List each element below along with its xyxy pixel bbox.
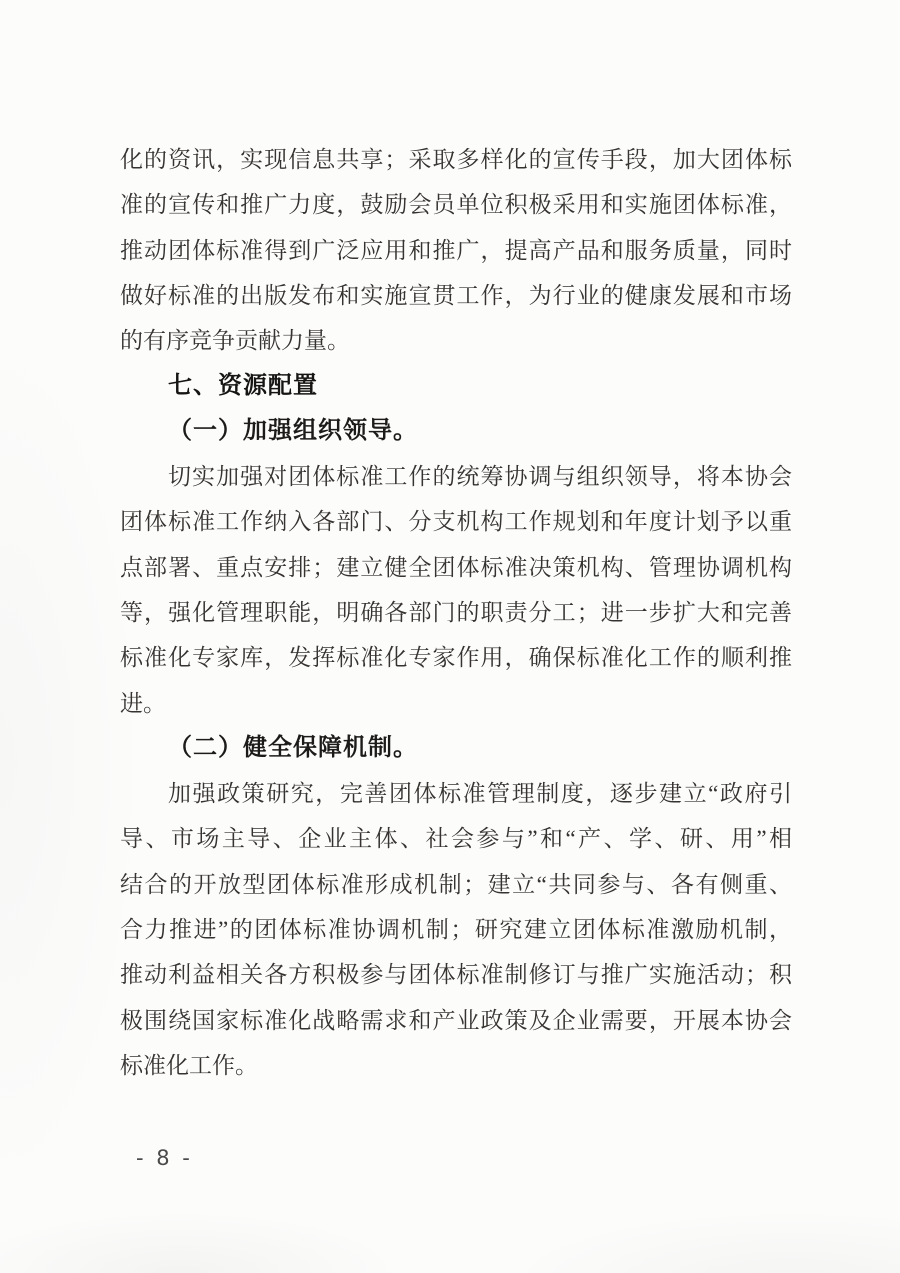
body-text-line: 进。	[120, 690, 166, 716]
body-text-line: 合力推进”的团体标准协调机制；研究建立团体标准激励机制，	[120, 917, 792, 943]
body-text-line: 的有序竞争贡献力量。	[120, 328, 350, 354]
body-text-line: 标准化专家库，发挥标准化专家作用，确保标准化工作的顺利推	[120, 645, 792, 671]
body-text-line: 推动利益相关各方积极参与团体标准制修订与推广实施活动；积	[120, 962, 792, 988]
body-text-line: 标准化工作。	[120, 1052, 258, 1078]
body-text-line: 团体标准工作纳入各部门、分支机构工作规划和年度计划予以重	[120, 509, 792, 535]
body-text-line: 切实加强对团体标准工作的统筹协调与组织领导，将本协会	[168, 464, 792, 490]
body-text-line: 推动团体标准得到广泛应用和推广，提高产品和服务质量，同时	[120, 237, 792, 263]
body-text-line: 极围绕国家标准化战略需求和产业政策及企业需要，开展本协会	[120, 1007, 792, 1033]
body-text-line: 导、市场主导、企业主体、社会参与”和“产、学、研、用”相	[120, 826, 792, 852]
body-text-line: 点部署、重点安排；建立健全团体标准决策机构、管理协调机构	[120, 554, 792, 580]
section-heading: 七、资源配置	[168, 372, 318, 400]
subsection-heading-1: （一）加强组织领导。	[168, 417, 418, 444]
body-text-line: 等，强化管理职能，明确各部门的职责分工；进一步扩大和完善	[120, 599, 792, 625]
body-text-line: 结合的开放型团体标准形成机制；建立“共同参与、各有侧重、	[120, 871, 792, 897]
subsection-heading-2: （二）健全保障机制。	[168, 734, 418, 761]
body-text-line: 做好标准的出版发布和实施宣贯工作，为行业的健康发展和市场	[120, 282, 792, 308]
body-text-line: 化的资讯，实现信息共享；采取多样化的宣传手段，加大团体标	[120, 147, 792, 172]
body-text-line: 加强政策研究，完善团体标准管理制度，逐步建立“政府引	[168, 781, 792, 807]
text-block	[120, 137, 792, 1088]
body-text-line: 准的宣传和推广力度，鼓励会员单位积极采用和实施团体标准，	[120, 192, 792, 218]
page-number: - 8 -	[136, 1146, 193, 1170]
